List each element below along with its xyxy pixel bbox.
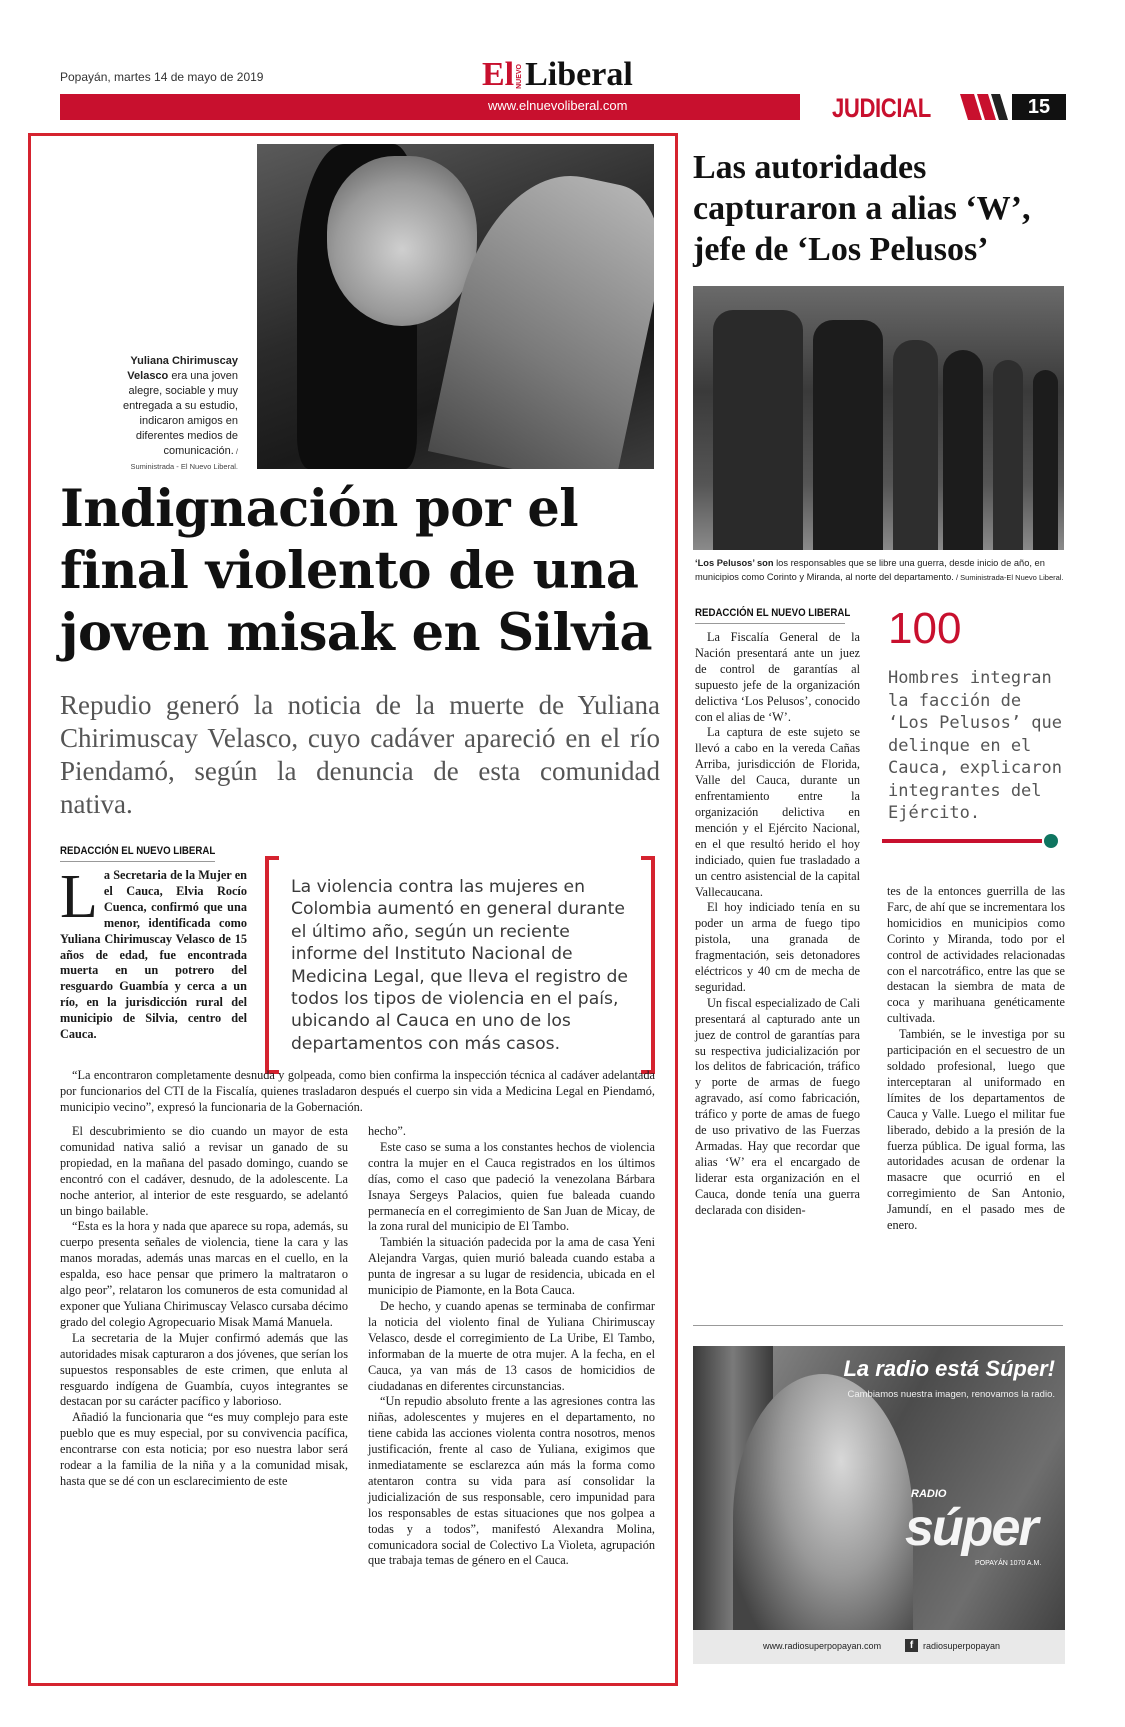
ad-facebook-link[interactable]: radiosuperpopayan (923, 1641, 1001, 1651)
ad-separator (693, 1325, 1063, 1326)
caption-credit: / Suministrada-El Nuevo Liberal. (953, 573, 1064, 582)
side-column-d (695, 630, 860, 1219)
paragraph: También la situación padecida por la ama de casa Yeni Alejandra Vargas, quien murió baleada cuando estaba a punta de ingresar a su lugar de residencia, ubicada en el municipio de Piamonte, en la Bota Cauca. (368, 1235, 655, 1298)
caption-text: era una joven alegre, sociable y muy entregada a su estudio, indicaron amigos en diferentes medios de comunicación. (123, 370, 238, 457)
facebook-icon[interactable]: f (905, 1639, 918, 1652)
date-line: Popayán, martes 14 de mayo de 2019 (60, 70, 264, 84)
los-pelusos-photo-caption (695, 556, 1065, 585)
los-pelusos-photo (693, 286, 1064, 550)
paragraph: hecho”. (368, 1124, 406, 1138)
paragraph: Este caso se suma a los constantes hechos de violencia contra la mujer en el Cauca registrados en los últimos días, como el caso que padeció la venezolana Bárbara Isnaya Sergeys Palacios, quien fue baleada cuando permanecía en el corregimiento de San Juan de Micay, de la zona rural del municipio de El Tambo. (368, 1139, 655, 1234)
drop-cap: L (60, 863, 98, 931)
ad-website-link[interactable]: www.radiosuperpopayan.com (763, 1641, 882, 1651)
main-byline: REDACCIÓN EL NUEVO LIBERAL (60, 845, 216, 857)
main-lead-column (60, 863, 247, 1043)
main-deck: Repudio generó la noticia de la muerte de Yuliana Chirimuscay Velasco, cuyo cadáver apareció en el río Piendamó, según la denuncia de esta comunidad nativa. (60, 690, 660, 819)
ad-brand-small: RADIO (911, 1488, 947, 1500)
main-byline-rule (60, 861, 215, 862)
paragraph: El descubrimiento se dio cuando un mayor de esta comunidad nativa salió a revisar un ganado de su propiedad, en la mañana del pasado domingo, cuando se encontró con el cadáver, desnudo, de la adolescente. La noche anterior, al interior de este resguardo, se adelantó un bingo bailable. (60, 1124, 348, 1218)
radio-super-ad[interactable] (693, 1346, 1065, 1664)
newspaper-logo[interactable] (482, 56, 633, 92)
pull-quote (265, 856, 655, 1074)
stat-text: Hombres integran la facción de ‘Los Pelusos’ que delinque en el Cauca, explicaron integrantes del Ejército. (888, 668, 1062, 823)
main-headline: Indignación por el final violento de una joven misak en Silvia (60, 479, 652, 663)
ad-footer (693, 1630, 1065, 1664)
caption-name: ‘Los Pelusos’ son (695, 558, 774, 568)
logo-el: El (482, 56, 515, 93)
section-stripes-decoration (960, 94, 1008, 120)
pull-quote-left-bracket (265, 856, 279, 1074)
logo-liberal: Liberal (525, 56, 633, 93)
ad-frequency: POPAYÁN 1070 A.M. (975, 1560, 1042, 1567)
pull-quote-right-bracket (641, 856, 655, 1074)
ad-slogan: La radio está Súper! (843, 1356, 1055, 1381)
stat-dot-decoration (1044, 834, 1058, 848)
page-number: 15 (1012, 94, 1066, 120)
main-paragraph-2: “La encontraron completamente desnuda y golpeada, como bien confirma la inspección técnica al cadáver adelantada por funcionarios del CTI de la Fiscalía, quienes trasladaron después el cuerpo sin vida a Medicina Legal en Piendamó, municipio vecino”, expresó la funcionaria de la Gobernación. (60, 1068, 655, 1114)
side-byline: REDACCIÓN EL NUEVO LIBERAL (695, 607, 851, 619)
stat-number: 100 (888, 604, 962, 653)
paragraph: También, se le investiga por su participación en el secuestro de un soldado profesional, luego que interceptaran al uniformado en límites de los departamentos de Cauca y Valle. Luego el militar fue liberado, debido a la presión de la fuerza pública. De igual forma, las autoridades acusan de ordenar la masacre que ocurrió en el corregimiento de San Antonio, Jamundí, en el pasado mes de enero. (887, 1027, 1065, 1233)
ad-subline: Cambiamos nuestra imagen, renovamos la radio. (847, 1389, 1055, 1400)
caption-text: los responsables que se libre una guerra, desde inicio de año, en municipios como Corinto y Miranda, al norte del departamento. (695, 558, 1045, 582)
paragraph: La secretaria de la Mujer confirmó además que las autoridades misak capturaron a dos jóvenes, que serían los supuestos responsables de este crimen, que enluta al resguardo indígena de Guambía, cuyos integrantes se destacan por su carácter pacífico y laborioso. (60, 1330, 348, 1409)
paragraph: Añadió la funcionaria que “es muy complejo para este pueblo que es muy especial, por su convivencia pacífica, encontrarse con esta noticia; por eso nuestra labor será rodear a la familia de la niña y a la comunidad misak, hasta que se dé con un esclarecimiento de este (60, 1410, 348, 1488)
paragraph: La captura de este sujeto se llevó a cabo en la vereda Cañas Arriba, jurisdicción de Florida, Valle del Cauca, durante un enfrentamiento entre la organización delictiva en mención y el Ejército Nacional, en el que resultó herido el hoy indiciado, quien fue trasladado a un centro asistencial de la capital Vallecaucana. (695, 725, 860, 899)
side-headline: Las autoridades capturaron a alias ‘W’, jefe de ‘Los Pelusos’ (693, 149, 1031, 268)
side-byline-rule (695, 623, 845, 624)
side-column-e (887, 884, 1065, 1234)
yuliana-photo (257, 144, 654, 469)
paragraph: “Un repudio absoluto frente a las agresiones contra las niñas, adolescentes y mujeres en el departamento, no tiene cabida las acciones violenta contra nosotros, menos justificación, frente al caso de Yuliana, exigimos que inmediatamente se esclarezca aún más la forma como atentaron contra su vida para así consolidar la judicialización de sus responsable, cero impunidad para los responsables de estas situaciones que nos golpea a todas y a todos”, manifestó Alexandra Molina, comunicadora social de Colectivo La Violeta, agrupación que trabaja temas de género en el Cauca. (368, 1394, 655, 1568)
main-column-c (368, 1124, 655, 1569)
ad-woman-image (733, 1374, 913, 1664)
main-column-b (60, 1124, 348, 1490)
website-link[interactable]: www.elnuevoliberal.com (488, 98, 628, 113)
paragraph: tes de la entonces guerrilla de las Farc, de ahí que se incrementara los homicidios en municipios como Corinto y Miranda, todo por el control de actividades relacionadas con el narcotráfico, entre las que se destacan la siembra de mata de coca y marihuana genéticamente cultivada. (887, 884, 1065, 1026)
yuliana-photo-caption (120, 354, 238, 474)
caption-name: Yuliana Chirimuscay Velasco (127, 355, 238, 382)
paragraph: Un fiscal especializado de Cali presentará al capturado ante un juez de control de garantías para su respectiva judicialización por los delitos de fabricación, tráfico y porte de armas de fuego agravado, así como fabricación, tráfico y porte de amas de fuego de uso privativo de las Fuerzas Armadas. Hay que recordar que alias ‘W’ era el encargado de liderar esta organización en el Cauca, donde tenía una guerra declarada con disiden- (695, 995, 860, 1217)
paragraph: “Esta es la hora y nada que aparece su ropa, además, su cuerpo presenta señales de violencia, tiene la cara y las manos moradas, además unas marcas en el cuello, en la espalda, eso hace pensar que primero la maltrataron o algo peor”, relataron los comuneros de esta comunidad al exponer que Yuliana Chirimuscay Velasco cursaba décimo grado del colegio Agropecuario Misak Mamá Manuela. (60, 1219, 348, 1329)
caption-credit: / Suministrada - El Nuevo Liberal. (130, 447, 238, 471)
ad-brand-logo: súper (905, 1499, 1037, 1557)
header-red-bar (60, 94, 800, 120)
logo-nuevo: NUEVO (516, 64, 524, 89)
lead-paragraph: a Secretaria de la Mujer en el Cauca, Elvia Rocío Cuenca, confirmó que una menor, identificada como Yuliana Chirimuscay Velasco de 15 años de edad, fue encontrada muerta en un potrero del resguardo Guambía y cerca a un río, en la jurisdicción rural del municipio de Silvia, centro del Cauca. (60, 868, 247, 1042)
stat-rule (882, 839, 1042, 843)
paragraph: De hecho, y cuando apenas se terminaba de confirmar la noticia del violento final de Yuliana Chirimuscay Velasco, desde el corregimiento de La Uribe, El Tambo, informaban de la muerte de otra mujer. A la fecha, en el Cauca, ya van más de 13 casos de homicidios de ciudadanas en diferentes circunstancias. (368, 1298, 655, 1393)
pull-quote-text: La violencia contra las mujeres en Colombia aumentó en general durante el último año, según un reciente informe del Instituto Nacional de Medicina Legal, que lleva el registro de todos los tipos de violencia en el país, ubicando al Cauca en uno de los departamentos con más casos. (291, 877, 628, 1054)
section-label: JUDICIAL (832, 93, 931, 123)
paragraph: La Fiscalía General de la Nación presentará ante un juez de control de garantías al supuesto jefe de la organización delictiva ‘Los Pelusos’, conocido con el alias de ‘W’. (695, 630, 860, 724)
paragraph: El hoy indiciado tenía en su poder un arma de fuego tipo pistola, una granada de fragmentación, seis detonadores eléctricos y 40 cm de mecha de seguridad. (695, 900, 860, 994)
